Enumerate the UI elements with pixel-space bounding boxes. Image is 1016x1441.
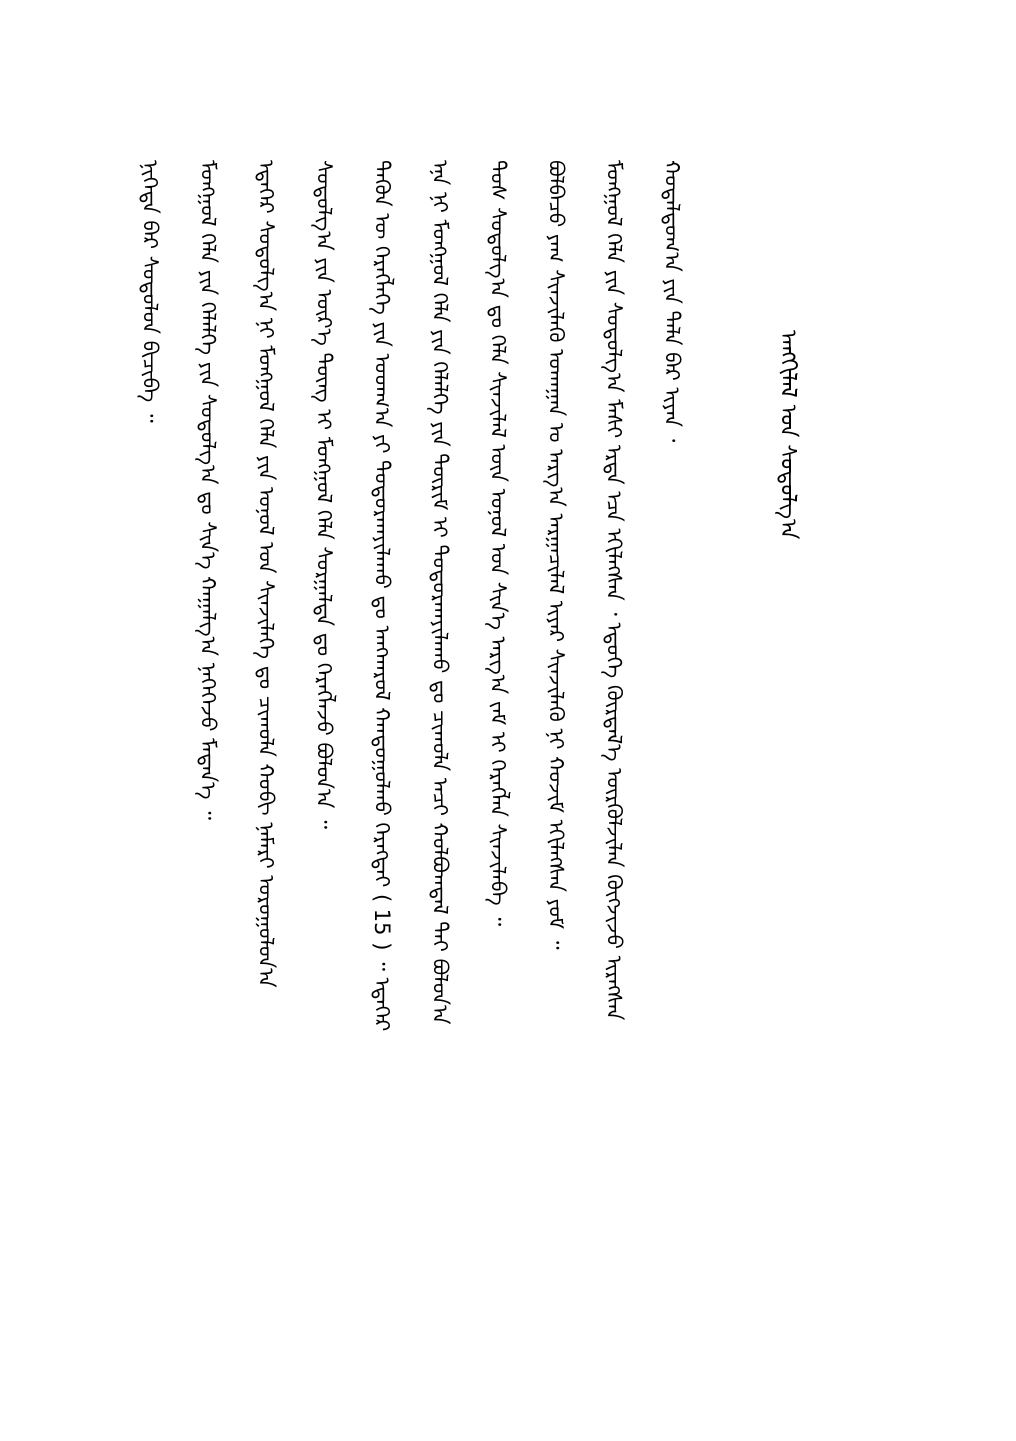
text-column-1: ᠬᠤᠳᠠᠯᠳᠤᠭ᠎ᠠ ᠶᠢᠨ ᠲᠠᠯᠠ ᠪᠠᠷ ᠢᠶᠠᠨ ᠂: [660, 160, 684, 443]
text-column-4: ᠲᠤᠰ ᠰᠤᠳᠤᠯᠭ᠎ᠠ ᠳᠤ ᠬᠡᠯᠡ ᠰᠢᠨᠵᠢᠯᠡᠯ ᠦᠨ ᠣᠨᠣᠯ ᠤᠨ ᠰᠢᠨ᠎ᠡ ᠠᠷᠭ᠎ᠠ ᠵᠠᠮ ᠢ ᠬᠡᠷᠡᠭᠯᠡᠨ ᠰᠢᠨᠵᠢᠯᠡᠪᠡ ᠃: [486, 160, 510, 927]
text-column-2: ᠮᠣᠩᠭᠣᠯ ᠬᠡᠯᠡ ᠶᠢᠨ ᠰᠤᠳᠤᠯᠭ᠎ᠠ ᠮᠠᠰᠢ ᠡᠷᠲᠡ ᠡᠴᠡ ᠡᠬᠢᠯᠡᠭᠰᠡᠨ ᠂ ᠡᠳᠦᠭᠡ ᠬᠦᠷᠲᠡᠯ᠎ᠡ ᠦᠷᠭᠦᠯᠵᠢᠯᠡᠨ ᠬᠦᠭᠵᠢᠵᠦ ᠢᠷᠡᠭᠰᠡᠨ: [602, 160, 626, 1021]
text-column-9: ᠮᠣᠩᠭᠣᠯ ᠬᠡᠯᠡ ᠶᠢᠨ ᠬᠡᠯᠡᠯᠭᠡ ᠶᠢᠨ ᠰᠤᠳᠤᠯᠭ᠎ᠠ ᠳᠤ ᠰᠢᠨ᠎ᠡ ᠬᠠᠭᠠᠯᠭ᠎ᠠ ᠨᠡᠭᠡᠭᠡᠵᠦ ᠮᠡᠳᠡᠨ᠎ᠡ ᠃: [196, 160, 220, 820]
text-column-6: ᠲᠡᠭᠦᠨ ᠦ ᠬᠡᠷᠡᠭᠯᠡᠭᠡ ᠶᠢᠨ ᠤᠳᠬ᠎ᠠ ᠶᠢ ᠲᠣᠳᠣᠷᠬᠠᠶᠢᠯᠠᠬᠤ ᠳᠤ ᠠᠨᠭᠬᠠᠷᠤᠯ ᠬᠠᠨᠳᠤᠭᠤᠯᠬᠤ ᠬᠡᠷᠡᠭᠲᠡᠢ ( 15 ) ᠃ ᠡᠳᠡᠭᠡᠷ: [370, 160, 394, 1032]
text-column-10: ᠨᠢᠭᠡᠲᠡ ᠪᠡᠷ ᠰᠤᠳᠤᠯᠤᠨ ᠪᠢᠴᠢᠪᠡ ᠃: [138, 160, 162, 423]
text-column-3: ᠪᠣᠯᠪᠠᠴᠤ ᠶᠠᠭ ᠰᠢᠨᠵᠢᠯᠡᠬᠦ ᠤᠬᠠᠭᠠᠨ ᠤ ᠠᠷᠭ᠎ᠠ ᠠᠷᠭᠠᠴᠢᠯᠠᠯ ᠢᠶᠠᠷ ᠰᠢᠨᠵᠢᠯᠡᠬᠦ ᠨᠢ ᠬᠣᠵᠢᠮ ᠡᠬᠢᠯᠡᠭᠰᠡᠨ ᠶᠤᠮ ᠃: [544, 160, 568, 950]
text-column-8: ᠡᠳᠡᠭᠡᠷ ᠰᠤᠳᠤᠯᠭ᠎ᠠ ᠨᠢ ᠮᠣᠩᠭᠣᠯ ᠬᠡᠯᠡ ᠶᠢᠨ ᠣᠨᠣᠯ ᠤᠨ ᠰᠢᠨᠵᠢᠯᠡᠭᠡ ᠳᠤ ᠴᠢᠬᠤᠯᠠ ᠬᠤᠪᠢ ᠨᠡᠮᠡᠷᠢ ᠣᠷᠣᠭᠤᠯᠤᠨ᠎ᠠ: [254, 160, 278, 988]
document-title: ᠠᠩᠭᠢᠯᠠᠯ ᠤᠨ ᠰᠤᠳᠤᠯᠭ᠎ᠠ: [775, 330, 800, 540]
text-column-7: ᠰᠤᠳᠤᠯᠭ᠎ᠠ ᠶᠢᠨ ᠦᠷ᠎ᠡ ᠳᠦᠩ ᠢ ᠮᠣᠩᠭᠣᠯ ᠬᠡᠯᠡ ᠰᠤᠷᠭᠠᠯᠲᠠ ᠳᠤ ᠬᠡᠷᠡᠭᠯᠡᠵᠦ ᠪᠣᠯᠤᠨ᠎ᠠ ᠃: [312, 160, 336, 829]
text-column-5: ᠡᠨᠡ ᠨᠢ ᠮᠣᠩᠭᠣᠯ ᠬᠡᠯᠡ ᠶᠢᠨ ᠬᠡᠯᠡᠯᠭᠡ ᠶᠢᠨ ᠳᠦᠷᠢᠮ ᠢ ᠲᠣᠳᠣᠷᠬᠠᠶᠢᠯᠠᠬᠤ ᠳᠤ ᠴᠢᠬᠤᠯᠠ ᠠᠴᠢ ᠬᠣᠯᠪᠣᠭᠳᠠᠯ ᠲᠠᠢ ᠪᠣᠯᠤᠨ᠎ᠠ: [428, 160, 452, 1025]
